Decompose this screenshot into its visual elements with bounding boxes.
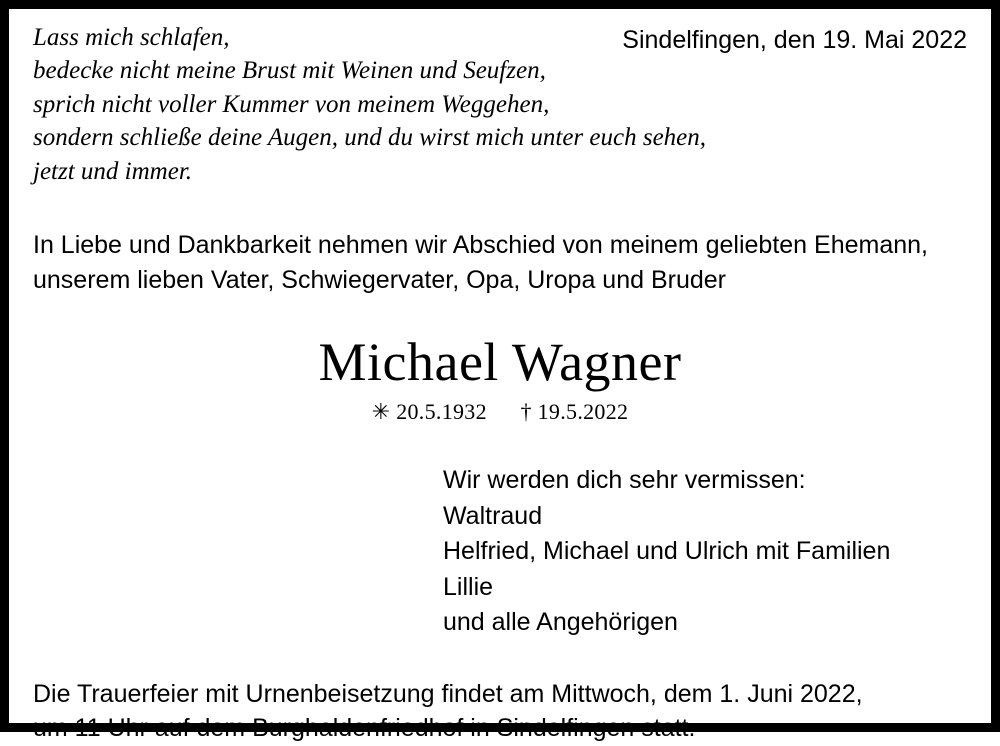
survivor-line: Lillie — [443, 572, 494, 601]
dedication-line: unserem lieben Vater, Schwiegervater, Opa, Uropa und Bruder — [33, 265, 726, 294]
poem-line: sondern schließe deine Augen, und du wirst mich unter euch sehen, — [33, 124, 707, 151]
survivors-block — [33, 463, 967, 641]
ceremony-block — [33, 677, 967, 746]
dedication-line: In Liebe und Dankbarkeit nehmen wir Abschied von meinem geliebten Ehemann, — [33, 231, 928, 259]
dedication-block — [33, 228, 967, 297]
ceremony-line: um 11 Uhr auf dem Burghaldenfriedhof in Sindelfingen statt. — [33, 714, 696, 742]
poem-line: sprich nicht voller Kummer von meinem Weggehen, — [33, 90, 550, 118]
survivors-intro: Wir werden dich sehr vermissen: — [443, 466, 806, 494]
death-date: † 19.5.2022 — [520, 399, 629, 424]
life-dates — [33, 399, 967, 425]
ceremony-line: Die Trauerfeier mit Urnenbeisetzung findet am Mittwoch, dem 1. Juni 2022, — [33, 679, 863, 708]
survivor-line: und alle Angehörigen — [443, 608, 678, 636]
poem-line: jetzt und immer. — [33, 157, 193, 185]
poem-line: bedecke nicht meine Brust mit Weinen und Seufzen, — [33, 57, 546, 84]
place-and-date: Sindelfingen, den 19. Mai 2022 — [622, 26, 967, 54]
birth-date: ✳ 20.5.1932 — [371, 399, 487, 424]
poem-line: Lass mich schlafen, — [33, 23, 230, 51]
deceased-name: Michael Wagner — [318, 332, 682, 392]
obituary-inner-frame — [9, 9, 991, 742]
survivor-line: Helfried, Michael und Ulrich mit Familien — [443, 537, 891, 565]
survivor-line: Waltraud — [443, 501, 543, 530]
